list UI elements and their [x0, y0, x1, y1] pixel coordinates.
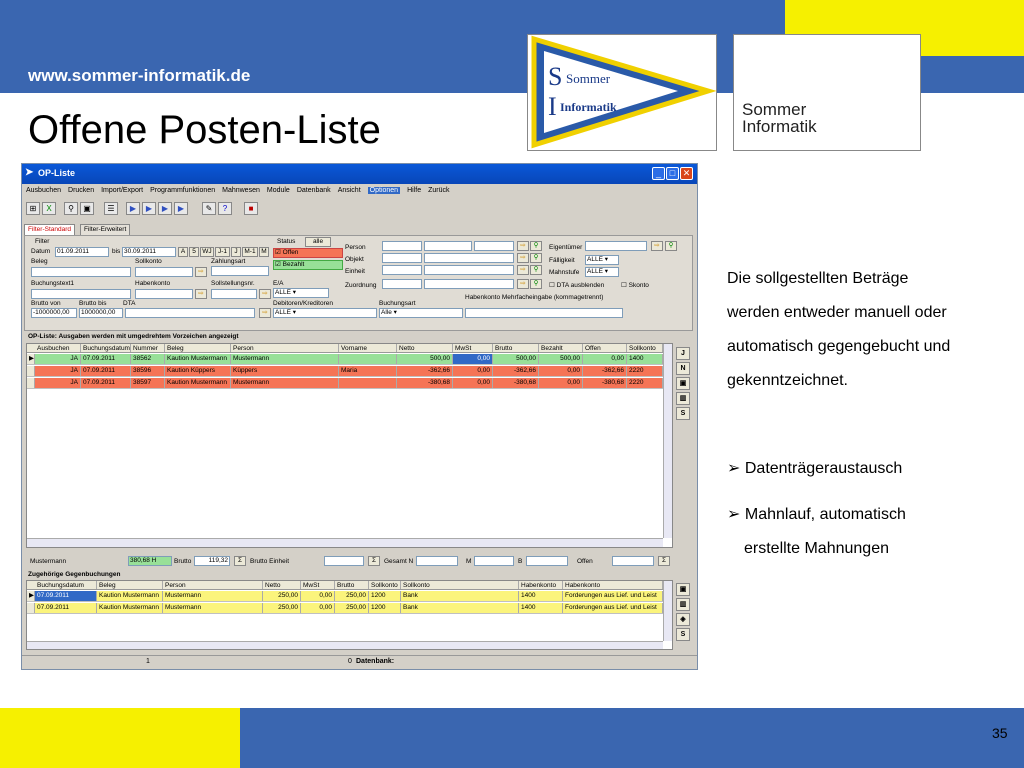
table-cell[interactable]: Küppers: [231, 366, 339, 376]
summary-brutto-field: 119,32: [194, 556, 230, 566]
mahnstufe-value: ALLE: [587, 268, 603, 275]
col-beleg[interactable]: Beleg: [165, 344, 231, 352]
status-open-label: Offen: [282, 249, 299, 256]
table-cell[interactable]: 38597: [131, 378, 165, 388]
tab-filter-standard[interactable]: Filter-Standard: [24, 224, 75, 235]
offen-label: Offen: [577, 558, 593, 565]
table-cell[interactable]: 1200: [369, 591, 401, 601]
g2-edit-icon[interactable]: ◈: [676, 613, 690, 626]
faelligkeit-value: ALLE: [587, 256, 603, 263]
description-line: Die sollgestellten Beträge: [727, 270, 909, 287]
zuordnung-field-1[interactable]: [382, 279, 422, 289]
row-selector[interactable]: [27, 366, 35, 376]
dta-arrow-icon[interactable]: ⇨: [259, 308, 271, 318]
table-cell[interactable]: Mustermann: [231, 378, 339, 388]
row-selector[interactable]: ▶: [29, 355, 34, 362]
objekt-field-2[interactable]: [424, 253, 514, 263]
summary-brutto-label: Brutto: [174, 558, 192, 565]
brutto-einheit-label: Brutto Einheit: [250, 558, 290, 565]
statusbar: [22, 655, 697, 669]
table-row[interactable]: [27, 366, 672, 377]
table-cell[interactable]: 500,00: [397, 354, 453, 364]
table-cell[interactable]: 38596: [131, 366, 165, 376]
buchungsart-value: Alle: [381, 309, 392, 316]
bullet-2-cont: erstellte Mahnungen: [744, 540, 889, 557]
person-field-2[interactable]: [424, 241, 472, 251]
mark-n-button[interactable]: N: [676, 362, 690, 375]
tab-filter-erweitert[interactable]: Filter-Erweitert: [80, 224, 130, 235]
description-line: automatisch gegengebucht und: [727, 338, 951, 355]
exit-icon[interactable]: ■: [244, 202, 258, 215]
period-j1-button[interactable]: J-1: [215, 247, 230, 257]
grid-vscrollbar[interactable]: [663, 344, 673, 538]
person-field-1[interactable]: [382, 241, 422, 251]
table-cell[interactable]: -362,66: [583, 366, 627, 376]
grid2-vscrollbar[interactable]: [663, 581, 673, 641]
person-field-3[interactable]: [474, 241, 514, 251]
table-cell[interactable]: -362,66: [397, 366, 453, 376]
nav-first-icon[interactable]: ▶: [126, 202, 140, 215]
brutto-bis-label: Brutto bis: [79, 300, 107, 307]
buchungsart-label: Buchungsart: [379, 300, 416, 307]
habenkonto-label: Habenkonto: [135, 280, 171, 287]
status-label: Status: [277, 238, 296, 245]
status-paid-checkbox[interactable]: ☑ Bezahlt: [273, 260, 343, 270]
menubar: [22, 185, 697, 198]
eigentuemer-arrow-icon[interactable]: ⇨: [651, 241, 663, 251]
offen-field: [612, 556, 654, 566]
zuordnung-label: Zuordnung: [345, 282, 377, 289]
table-cell[interactable]: 07.09.2011: [81, 366, 131, 376]
export-icon[interactable]: ▣: [676, 377, 690, 390]
bullet-2: [727, 498, 1017, 532]
menu-ansicht[interactable]: Ansicht: [337, 187, 361, 194]
table-cell[interactable]: 250,00: [263, 591, 301, 601]
sum-s-button[interactable]: S: [676, 407, 690, 420]
debitoren-value: ALLE: [275, 309, 291, 316]
grid-hscrollbar[interactable]: [27, 538, 663, 548]
brutto-einheit-field: [324, 556, 364, 566]
ea-value: ALLE: [275, 289, 291, 296]
col2-habenkonto[interactable]: Habenkonto: [519, 581, 563, 589]
col-offen[interactable]: Offen: [583, 344, 627, 352]
op-grid: [26, 343, 673, 548]
col2-mwst[interactable]: MwSt: [301, 581, 335, 589]
table-cell[interactable]: 2220: [627, 378, 663, 388]
sollkonto-label: Sollkonto: [135, 258, 162, 265]
einheit-field-1[interactable]: [382, 265, 422, 275]
habenkonto-arrow-icon[interactable]: ⇨: [195, 289, 207, 299]
m-label: M: [466, 558, 472, 565]
menu-programmfunktionen[interactable]: Programmfunktionen: [150, 187, 216, 194]
sollkonto-arrow-icon[interactable]: ⇨: [195, 267, 207, 277]
faelligkeit-select[interactable]: ALLE ▾: [585, 255, 619, 265]
status-zero: 0: [348, 658, 352, 665]
gesamt-n-field: [416, 556, 458, 566]
table-cell[interactable]: 0,00: [583, 354, 627, 364]
mark-j-button[interactable]: J: [676, 347, 690, 360]
description-line: gekenntzeichnet.: [727, 372, 848, 389]
period-m1-button[interactable]: M-1: [242, 247, 258, 257]
svg-text:I: I: [548, 92, 557, 121]
datum-label: Datum: [31, 248, 51, 255]
table-cell[interactable]: 07.09.2011: [35, 591, 97, 601]
svg-text:S: S: [548, 62, 563, 91]
person-label: Person: [345, 244, 366, 251]
period-m-button[interactable]: M: [259, 247, 269, 257]
table-cell[interactable]: Forderungen aus Lief. und Leist: [563, 603, 663, 613]
window-titlebar[interactable]: [22, 164, 697, 184]
menu-import-export[interactable]: Import/Export: [101, 187, 144, 194]
dta-field[interactable]: [125, 308, 255, 318]
sum-einheit-icon[interactable]: Σ: [368, 556, 380, 566]
table-cell[interactable]: 0,00: [301, 603, 335, 613]
table-cell[interactable]: [339, 378, 397, 388]
objekt-field-1[interactable]: [382, 253, 422, 263]
grid2-hscrollbar[interactable]: [27, 641, 663, 650]
habenkonto-mehrfach-field[interactable]: [465, 308, 623, 318]
help-icon[interactable]: ?: [218, 202, 232, 215]
table-cell[interactable]: 07.09.2011: [35, 603, 97, 613]
menu-drucken[interactable]: Drucken: [68, 187, 95, 194]
period-j-button[interactable]: J: [231, 247, 241, 257]
debitoren-select[interactable]: ALLE ▾: [273, 308, 377, 318]
logo-text-box: [733, 34, 921, 151]
col-person[interactable]: Person: [231, 344, 339, 352]
summary-name: Mustermann: [30, 558, 67, 565]
table-cell[interactable]: 250,00: [335, 603, 369, 613]
einheit-label: Einheit: [345, 268, 365, 275]
row-selector[interactable]: [27, 603, 35, 613]
ea-label: E/A: [273, 280, 284, 287]
sollkonto-field[interactable]: [135, 267, 193, 277]
zahlungsart-label: Zahlungsart: [211, 258, 246, 265]
brutto-von-label: Brutto von: [31, 300, 61, 307]
eigentuemer-label: Eigentümer: [549, 244, 583, 251]
datum-to-field[interactable]: 30.09.2011: [122, 247, 176, 257]
habenkonto-mehrfach-label: Habenkonto Mehrfacheingabe (kommagetrennt): [465, 294, 604, 301]
buchungsart-select[interactable]: Alle ▾: [379, 308, 463, 318]
gesamt-label: Gesamt N: [384, 558, 414, 565]
table-cell[interactable]: 0,00: [539, 378, 583, 388]
nav-next-icon[interactable]: ▶: [158, 202, 172, 215]
grid-title: OP-Liste: Ausgaben werden mit umgedrehtem Vorzeichen angezeigt: [28, 333, 239, 340]
menu-datenbank[interactable]: Datenbank: [296, 187, 331, 194]
dta-label: DTA: [123, 300, 136, 307]
einheit-arrow-icon[interactable]: ⇨: [517, 265, 529, 275]
col2-sollkonto[interactable]: Sollkonto: [369, 581, 401, 589]
table-cell[interactable]: 0,00: [539, 366, 583, 376]
col2-sollkonto-name[interactable]: Sollkonto: [401, 581, 519, 589]
folder-icon[interactable]: ▣: [80, 202, 94, 215]
menu-hilfe[interactable]: Hilfe: [407, 187, 422, 194]
table-cell[interactable]: 2220: [627, 366, 663, 376]
habenkonto-field[interactable]: [135, 289, 193, 299]
col-nummer[interactable]: Nummer: [131, 344, 165, 352]
table-cell[interactable]: 250,00: [263, 603, 301, 613]
table-cell[interactable]: Kaution Mustermann: [165, 354, 231, 364]
table-cell[interactable]: Kaution Mustermann: [97, 603, 163, 613]
table-cell[interactable]: -362,66: [493, 366, 539, 376]
status-count: 1: [146, 658, 150, 665]
table-cell[interactable]: 0,00: [301, 591, 335, 601]
filter-panel: [24, 235, 693, 331]
col2-buchungsdatum[interactable]: Buchungsdatum: [35, 581, 97, 589]
zuordnung-arrow-icon[interactable]: ⇨: [517, 279, 529, 289]
bullet-text: Mahnlauf, automatisch: [744, 506, 906, 523]
table-cell[interactable]: -380,68: [493, 378, 539, 388]
tree-icon[interactable]: ⊞: [26, 202, 40, 215]
gegenbuchungen-grid: [26, 580, 673, 650]
status-datenbank: Datenbank:: [356, 658, 395, 665]
table-cell[interactable]: JA: [35, 378, 81, 388]
table-cell[interactable]: 500,00: [493, 354, 539, 364]
table-cell[interactable]: 1400: [627, 354, 663, 364]
menu-ausbuchen[interactable]: Ausbuchen: [26, 187, 62, 194]
faelligkeit-label: Fälligkeit: [549, 257, 575, 264]
sollstellungsnr-arrow-icon[interactable]: ⇨: [259, 289, 271, 299]
table-cell[interactable]: 0,00: [453, 366, 493, 376]
table-cell[interactable]: -380,68: [583, 378, 627, 388]
table-cell[interactable]: 500,00: [539, 354, 583, 364]
maximize-button[interactable]: □: [666, 167, 679, 180]
table-row[interactable]: [27, 603, 672, 614]
zuordnung-field-2[interactable]: [424, 279, 514, 289]
skonto-checkbox[interactable]: ☐ Skonto: [621, 282, 649, 289]
col-mwst[interactable]: MwSt: [453, 344, 493, 352]
col-sollkonto[interactable]: Sollkonto: [627, 344, 663, 352]
col2-habenkonto-name[interactable]: Habenkonto: [563, 581, 663, 589]
gegenbuchungen-title: Zugehörige Gegenbuchungen: [28, 571, 121, 578]
table-cell[interactable]: 07.09.2011: [81, 378, 131, 388]
table-cell[interactable]: Kaution Mustermann: [165, 378, 231, 388]
sum-icon[interactable]: Σ: [234, 556, 246, 566]
table-cell[interactable]: 0,00: [453, 354, 493, 364]
page-number: 35: [992, 725, 1008, 741]
person-arrow-icon[interactable]: ⇨: [517, 241, 529, 251]
col-buchungsdatum[interactable]: Buchungsdatum: [83, 345, 130, 352]
nav-last-icon[interactable]: ▶: [174, 202, 188, 215]
table-cell[interactable]: Mustermann: [231, 354, 339, 364]
window-title: OP-Liste: [38, 168, 76, 178]
table-cell[interactable]: Mustermann: [163, 591, 263, 601]
col-brutto[interactable]: Brutto: [493, 344, 539, 352]
table-cell[interactable]: Kaution Küppers: [165, 366, 231, 376]
table-cell[interactable]: Kaution Mustermann: [97, 591, 163, 601]
footer-yellow-band: [0, 708, 240, 768]
ea-select[interactable]: ALLE ▾: [273, 288, 329, 298]
objekt-label: Objekt: [345, 256, 364, 263]
bis-label: bis: [112, 248, 121, 255]
beleg-label: Beleg: [31, 258, 48, 265]
bullet-arrow-icon: ➢: [727, 460, 741, 477]
bullet-1: [727, 452, 1017, 486]
b-label: B: [518, 558, 523, 565]
table-cell[interactable]: Mustermann: [163, 603, 263, 613]
summary-saldo: 380,68 H: [128, 556, 172, 566]
brutto-von-field[interactable]: -1000000,00: [31, 308, 77, 318]
app-icon: ➤: [25, 167, 34, 178]
buchungstext1-label: Buchungstext1: [31, 280, 75, 287]
table-row[interactable]: [27, 354, 672, 365]
grid-header: [27, 344, 672, 353]
table-cell[interactable]: Maria: [339, 366, 397, 376]
logo2-line2: Informatik: [742, 117, 817, 136]
delete-icon[interactable]: ▥: [676, 392, 690, 405]
col2-beleg[interactable]: Beleg: [97, 581, 163, 589]
menu-module[interactable]: Module: [266, 187, 290, 194]
minimize-button[interactable]: _: [652, 167, 665, 180]
list-icon[interactable]: ☰: [104, 202, 118, 215]
objekt-search-icon[interactable]: ⚲: [530, 253, 542, 263]
status-all-button[interactable]: alle: [305, 237, 331, 247]
logo-pennant: [527, 34, 717, 151]
brutto-bis-field[interactable]: 1000000,00: [79, 308, 123, 318]
dta-ausblenden-checkbox[interactable]: ☐ DTA ausblenden: [549, 282, 605, 289]
nav-prev-icon[interactable]: ▶: [142, 202, 156, 215]
description-line: werden entweder manuell oder: [727, 304, 947, 321]
table-cell[interactable]: 250,00: [335, 591, 369, 601]
debitoren-label: Debitoren/Kreditoren: [273, 300, 333, 307]
logo2-line1: Sommer: [742, 100, 807, 119]
table-cell[interactable]: JA: [35, 354, 81, 364]
period-a-button[interactable]: A: [178, 247, 188, 257]
status-open-checkbox[interactable]: ☑ Offen: [273, 248, 343, 258]
slide-title: Offene Posten-Liste: [28, 108, 381, 152]
site-url: www.sommer-informatik.de: [28, 66, 251, 85]
table-cell[interactable]: 1400: [519, 603, 563, 613]
beleg-field[interactable]: [31, 267, 131, 277]
menu-optionen[interactable]: Optionen: [369, 187, 399, 194]
excel-icon[interactable]: X: [42, 202, 56, 215]
logo-text-2: Informatik: [560, 100, 617, 114]
col2-person[interactable]: Person: [163, 581, 263, 589]
einheit-field-2[interactable]: [424, 265, 514, 275]
col-vorname[interactable]: Vorname: [339, 344, 397, 352]
dta-ausblenden-label: DTA ausblenden: [556, 282, 605, 289]
table-cell[interactable]: 1400: [519, 591, 563, 601]
eigentuemer-search-icon[interactable]: ⚲: [665, 241, 677, 251]
description: [727, 262, 1017, 398]
g2-delete-icon[interactable]: ▥: [676, 598, 690, 611]
table-cell[interactable]: Bank: [401, 591, 519, 601]
pencil-icon[interactable]: ✎: [202, 202, 216, 215]
period-5-button[interactable]: 5: [189, 247, 199, 257]
sum-offen-icon[interactable]: Σ: [658, 556, 670, 566]
table-cell[interactable]: JA: [35, 366, 81, 376]
buchungstext1-field[interactable]: [31, 289, 131, 299]
sollstellungsnr-field[interactable]: [211, 289, 257, 299]
close-button[interactable]: ✕: [680, 167, 693, 180]
m-field: [474, 556, 514, 566]
menu-zurueck[interactable]: Zurück: [428, 187, 450, 194]
b-field: [526, 556, 568, 566]
eigentuemer-field[interactable]: [585, 241, 647, 251]
filter-group-label: Filter: [35, 238, 50, 245]
table-cell[interactable]: 1200: [369, 603, 401, 613]
table-cell[interactable]: [339, 354, 397, 364]
col-bezahlt[interactable]: Bezahlt: [539, 344, 583, 352]
einheit-search-icon[interactable]: ⚲: [530, 265, 542, 275]
table-cell[interactable]: 38562: [131, 354, 165, 364]
bullet-arrow-icon: ➢: [727, 506, 741, 523]
col2-brutto[interactable]: Brutto: [335, 581, 369, 589]
table-row[interactable]: [27, 378, 672, 389]
objekt-arrow-icon[interactable]: ⇨: [517, 253, 529, 263]
table-cell[interactable]: -380,68: [397, 378, 453, 388]
col-ausbuchen[interactable]: Ausbuchen: [35, 344, 81, 352]
zuordnung-search-icon[interactable]: ⚲: [530, 279, 542, 289]
table-cell[interactable]: Forderungen aus Lief. und Leist: [563, 591, 663, 601]
table-cell[interactable]: 0,00: [453, 378, 493, 388]
col-netto[interactable]: Netto: [397, 344, 453, 352]
table-row[interactable]: [27, 591, 672, 602]
menu-mahnwesen[interactable]: Mahnwesen: [222, 187, 260, 194]
sollstellungsnr-label: Sollstellungsnr.: [211, 280, 255, 287]
logo-text-1: Sommer: [566, 71, 611, 86]
mahnstufe-select[interactable]: ALLE ▾: [585, 267, 619, 277]
table-cell[interactable]: Bank: [401, 603, 519, 613]
row-selector[interactable]: ▶: [29, 592, 34, 599]
mahnstufe-label: Mahnstufe: [549, 269, 580, 276]
bullet-text: Datenträgeraustausch: [744, 460, 903, 477]
grid2-header: [27, 581, 672, 590]
table-cell[interactable]: 07.09.2011: [81, 354, 131, 364]
col2-netto[interactable]: Netto: [263, 581, 301, 589]
g2-sum-s-button[interactable]: S: [676, 628, 690, 641]
zahlungsart-select[interactable]: [211, 266, 269, 276]
binoculars-icon[interactable]: ⚲: [64, 202, 78, 215]
skonto-label: Skonto: [628, 282, 649, 289]
row-selector[interactable]: [27, 378, 35, 388]
op-liste-window: [21, 163, 698, 670]
datum-from-field[interactable]: 01.09.2011: [55, 247, 109, 257]
status-paid-label: Bezahlt: [282, 261, 305, 268]
person-search-icon[interactable]: ⚲: [530, 241, 542, 251]
toolbar: [22, 200, 697, 220]
g2-export-icon[interactable]: ▣: [676, 583, 690, 596]
period-wj-button[interactable]: WJ: [200, 247, 214, 257]
